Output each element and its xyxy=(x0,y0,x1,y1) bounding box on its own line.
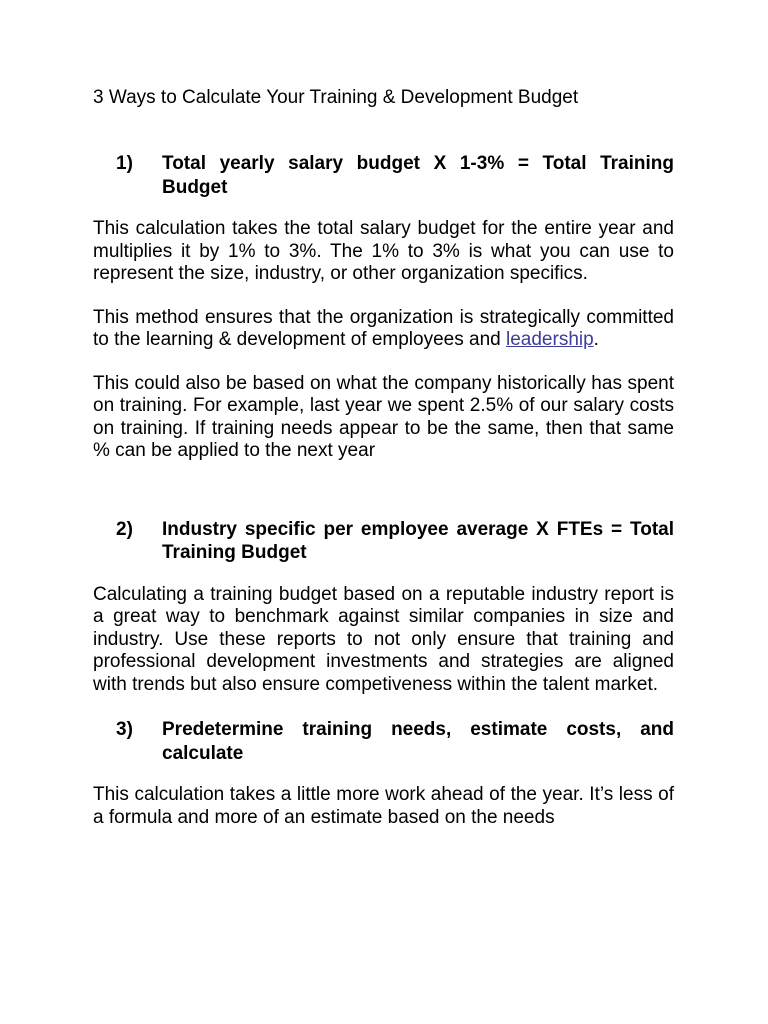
section-number: 3) xyxy=(116,719,133,740)
document-body xyxy=(93,86,674,850)
paragraph-with-link xyxy=(93,307,674,352)
section-heading-1 xyxy=(93,152,674,199)
section-heading-text: Industry specific per employee average X FTEs = Total Training Budget xyxy=(162,518,674,563)
paragraph-text: This method ensures that the organization is strategically committed to the learning & development of employees and xyxy=(93,306,674,350)
section-heading-2 xyxy=(93,518,674,565)
section-number: 2) xyxy=(116,518,133,540)
paragraph-text: . xyxy=(593,329,599,350)
section-heading-text: Predetermine training needs, estimate costs, and calculate xyxy=(162,719,674,764)
document-title: 3 Ways to Calculate Your Training & Development Budget xyxy=(93,87,579,108)
section-heading-text: Total yearly salary budget X 1-3% = Total Training Budget xyxy=(162,153,674,198)
section-heading-3 xyxy=(93,718,674,765)
paragraph: This could also be based on what the company historically has spent on training. For example, last year we spent 2.5% of our salary costs on training. If training needs appear to be the same, then that same % can be applied to the next year xyxy=(93,372,674,461)
paragraph: This calculation takes a little more work ahead of the year. It’s less of a formula and more of an estimate based on the needs xyxy=(93,784,674,828)
paragraph: This calculation takes the total salary budget for the entire year and multiplies it by 1% to 3%. The 1% to 3% is what you can use to represent the size, industry, or other organization specifics. xyxy=(93,218,674,284)
section-number: 1) xyxy=(116,153,133,174)
leadership-link[interactable]: leadership xyxy=(506,329,594,350)
paragraph: Calculating a training budget based on a reputable industry report is a great way to benchmark against similar companies in size and industry. Use these reports to not only ensure that training and professional development investments and strategies are aligned with trends but also ensure competiveness within the talent market. xyxy=(93,583,674,695)
